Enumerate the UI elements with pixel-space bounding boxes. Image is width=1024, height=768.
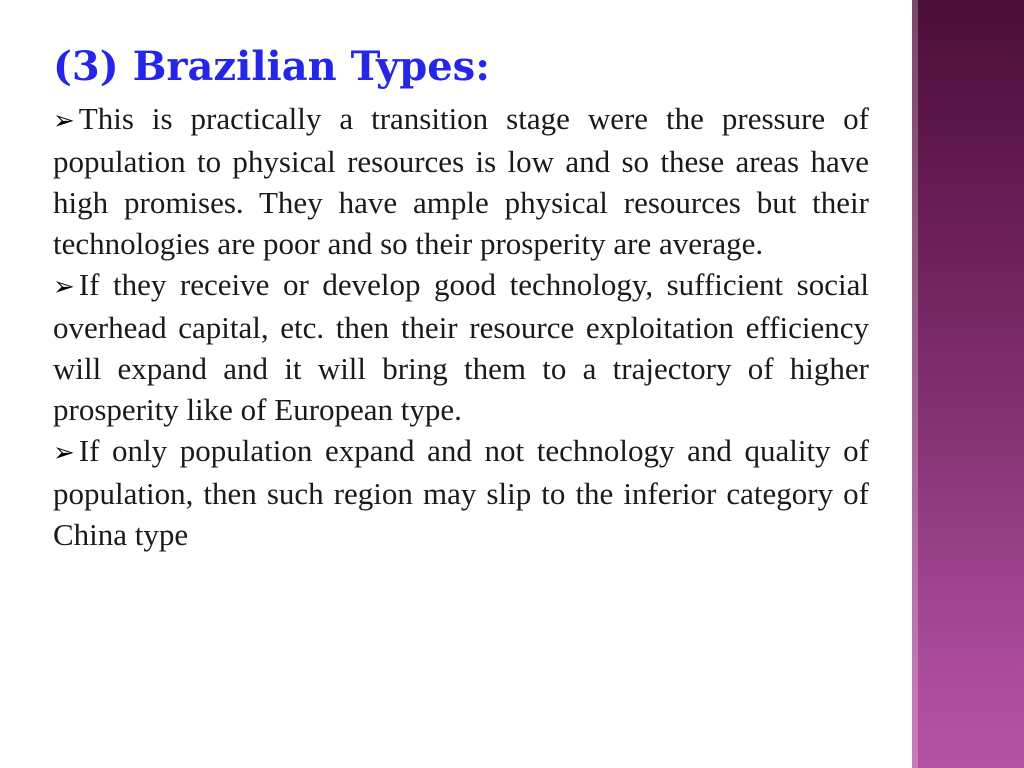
slide-title: (3) Brazilian Types: [53,43,490,90]
bullet-item [53,98,869,264]
bullet-list [53,98,869,555]
arrowhead-bullet-icon: ➢ [53,106,75,135]
arrowhead-bullet-icon: ➢ [53,438,75,467]
decorative-side-band [912,0,1024,768]
bullet-text: If they receive or develop good technology, sufficient social overhead capital, etc. then their resource exploitation efficiency will expand and it will bring them to a trajectory of higher prosperity like of European type. [53,267,869,427]
arrowhead-bullet-icon: ➢ [53,272,75,301]
slide-content [53,38,869,555]
bullet-item [53,264,869,430]
bullet-item [53,430,869,555]
bullet-text: This is practically a transition stage were the pressure of population to physical resources is low and so these areas have high promises. They have ample physical resources but their technologies are poor and so their prosperity are average. [53,101,869,261]
bullet-text: If only population expand and not technology and quality of population, then such region may slip to the inferior category of China type [53,433,869,552]
